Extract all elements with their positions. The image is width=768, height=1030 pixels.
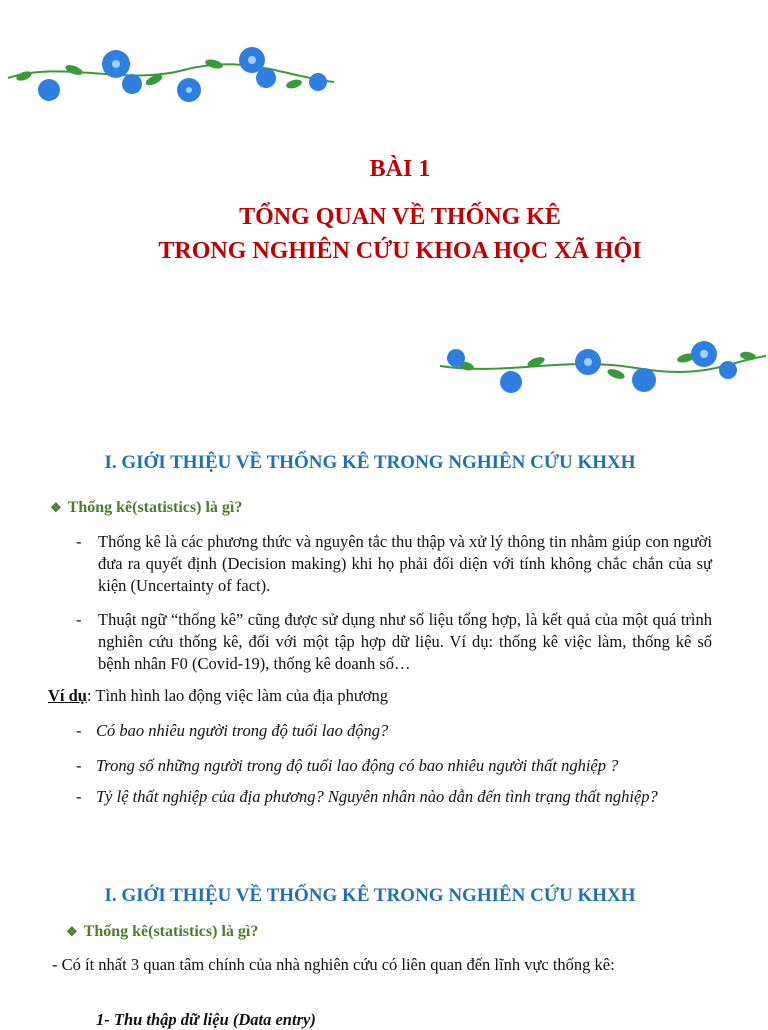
- bullet-item: - Thống kê là các phương thức và nguyên tắc thu thập và xử lý thông tin nhằm giúp con người đưa ra quyết định (Decision making) khi họ phải đối diện với tính không chắc chắn của sự kiện (Uncertainty of fact).: [76, 532, 712, 595]
- example-label: Ví dụ: [48, 686, 87, 705]
- paragraph: - Có ít nhất 3 quan tâm chính của nhà nghiên cứu có liên quan đến lĩnh vực thống kê:: [52, 955, 615, 974]
- bullet-text: Thống kê là các phương thức và nguyên tắc thu thập và xử lý thông tin nhằm giúp con người đưa ra quyết định (Decision making) khi họ phải đối diện với tính không chắc chắn của sự kiện (Uncertainty of fact).: [98, 532, 712, 595]
- title-line-2: TRONG NGHIÊN CỨU KHOA HỌC XÃ HỘI: [158, 238, 642, 264]
- example-item-text: Tỷ lệ thất nghiệp của địa phương? Nguyên nhân nào dẫn đến tình trạng thất nghiệp?: [96, 787, 658, 806]
- lesson-number: BÀI 1: [369, 156, 431, 182]
- section-heading: I. GIỚI THIỆU VỀ THỐNG KÊ TRONG NGHIÊN CỨU KHXH: [104, 885, 636, 906]
- diamond-bullet-icon: ❖: [66, 924, 78, 939]
- example-item-text: Có bao nhiêu người trong độ tuổi lao động?: [96, 721, 389, 740]
- question-text: Thống kê(statistics) là gì?: [67, 499, 243, 516]
- section-heading: I. GIỚI THIỆU VỀ THỐNG KÊ TRONG NGHIÊN CỨU KHXH: [104, 452, 636, 473]
- flower-vine-decoration: [4, 40, 336, 112]
- example-text: : Tình hình lao động việc làm của địa phương: [86, 686, 388, 705]
- example-item: - Tỷ lệ thất nghiệp của địa phương? Nguyên nhân nào dẫn đến tình trạng thất nghiệp?: [76, 787, 658, 806]
- example-line: [48, 686, 388, 706]
- question-heading: [50, 499, 242, 517]
- bullet-text: Thuật ngữ “thống kê” cũng được sử dụng như số liệu tổng hợp, là kết quả của một quá trình nghiên cứu thống kê, đối với một tập hợp dữ liệu. Ví dụ: thống kê việc làm, thống kê số bệnh nhân F0 (Covid-19), thống kê doanh số…: [98, 610, 712, 673]
- title-line-1: TỔNG QUAN VỀ THỐNG KÊ: [239, 204, 561, 230]
- flower-vine-decoration: [436, 336, 768, 400]
- bullet-item: - Thuật ngữ “thống kê” cũng được sử dụng như số liệu tổng hợp, là kết quả của một quá trình nghiên cứu thống kê, đối với một tập hợp dữ liệu. Ví dụ: thống kê việc làm, thống kê số bệnh nhân F0 (Covid-19), thống kê doanh số…: [76, 610, 712, 673]
- diamond-bullet-icon: ❖: [50, 500, 62, 515]
- question-text: Thống kê(statistics) là gì?: [83, 923, 259, 940]
- example-item: - Trong số những người trong độ tuổi lao động có bao nhiêu người thất nghiệp ?: [76, 756, 619, 775]
- example-item: - Có bao nhiêu người trong độ tuổi lao động?: [76, 721, 389, 740]
- numbered-item: 1- Thu thập dữ liệu (Data entry): [96, 1010, 316, 1029]
- question-heading: [66, 923, 258, 941]
- example-item-text: Trong số những người trong độ tuổi lao động có bao nhiêu người thất nghiệp ?: [96, 756, 619, 775]
